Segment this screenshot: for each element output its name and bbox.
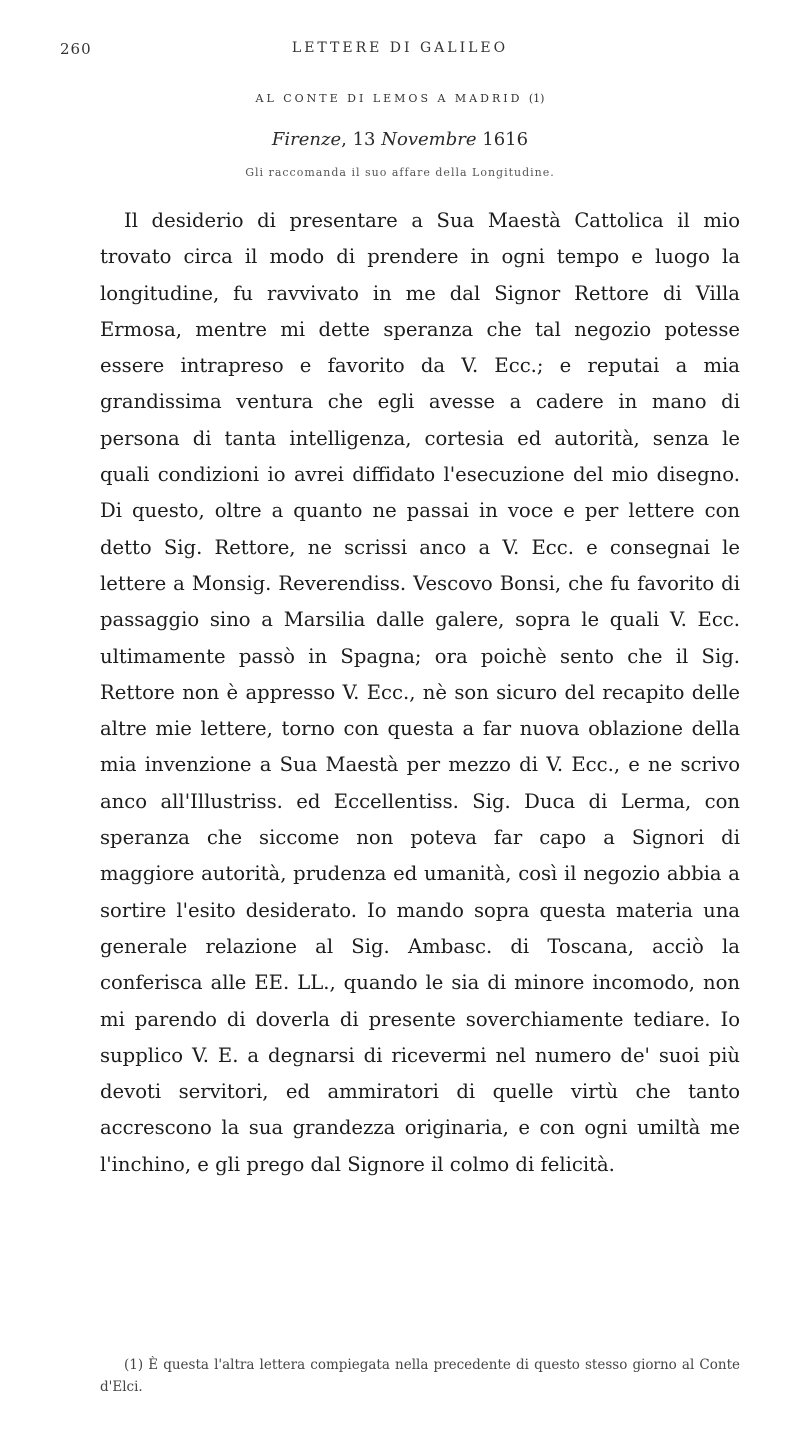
page-number: 260: [60, 40, 92, 58]
date-day: 13: [352, 129, 376, 150]
letter-body: Il desiderio di presentare a Sua Maestà Cattolica il mio trovato circa il modo di prendere in ogni tempo e luogo la longitudine, fu ravvivato in me dal Signor Rettore di Villa Ermosa, mentre mi dette speranza che tal negozio potesse essere intrapreso e favorito da V. Ecc.; e reputai a mia grandissima ventura che egli avesse a cadere in mano di persona di tanta intelligenza, cortesia ed autorità, senza le quali condizioni io avrei diffidato l'esecuzione del mio disegno. Di questo, oltre a quanto ne passai in voce e per lettere con detto Sig. Rettore, ne scrissi anco a V. Ecc. e consegnai le lettere a Monsig. Reverendiss. Vescovo Bonsi, che fu favorito di passaggio sino a Marsilia dalle galere, sopra le quali V. Ecc. ultimamente passò in Spagna; ora poichè sento che il Sig. Rettore non è appresso V. Ecc., nè son sicuro del recapito delle altre mie lettere, torno con questa a far nuova oblazione della mia invenzione a Sua Maestà per mezzo di V. Ecc., e ne scrivo anco all'Illustriss. ed Eccellentiss. Sig. Duca di Lerma, con speranza che siccome non poteva far capo a Signori di maggiore autorità, prudenza ed umanità, così il negozio abbia a sortire l'esito desiderato. Io mando sopra questa materia una generale relazione al Sig. Ambasc. di Toscana, acciò la conferisca alle EE. LL., quando le sia di minore incomodo, non mi parendo di doverla di presente soverchiamente tediare. Io supplico V. E. a degnarsi di ricevermi nel numero de' suoi più devoti servitori, ed ammiratori di quelle virtù che tanto accrescono la sua grandezza originaria, e con ogni umiltà me l'inchino, e gli prego dal Signore il colmo di felicità.: [100, 209, 740, 1176]
date-year: 1616: [482, 129, 529, 150]
letter-summary: Gli raccomanda il suo affare della Longitudine.: [245, 166, 555, 179]
date-place: Firenze: [271, 129, 342, 150]
letter-dateline: Firenze, 13 Novembre 1616: [271, 129, 529, 150]
letter-addressee: [0, 92, 800, 105]
date-month: Novembre: [381, 129, 477, 150]
addressee-text: AL CONTE DI LEMOS A MADRID: [255, 92, 523, 105]
running-title: LETTERE DI GALILEO: [291, 40, 509, 56]
footnote-reference: (1): [528, 92, 545, 105]
footnote: (1) È questa l'altra lettera compiegata nella precedente di questo stesso giorno al Conte d'Elci.: [100, 1357, 740, 1395]
